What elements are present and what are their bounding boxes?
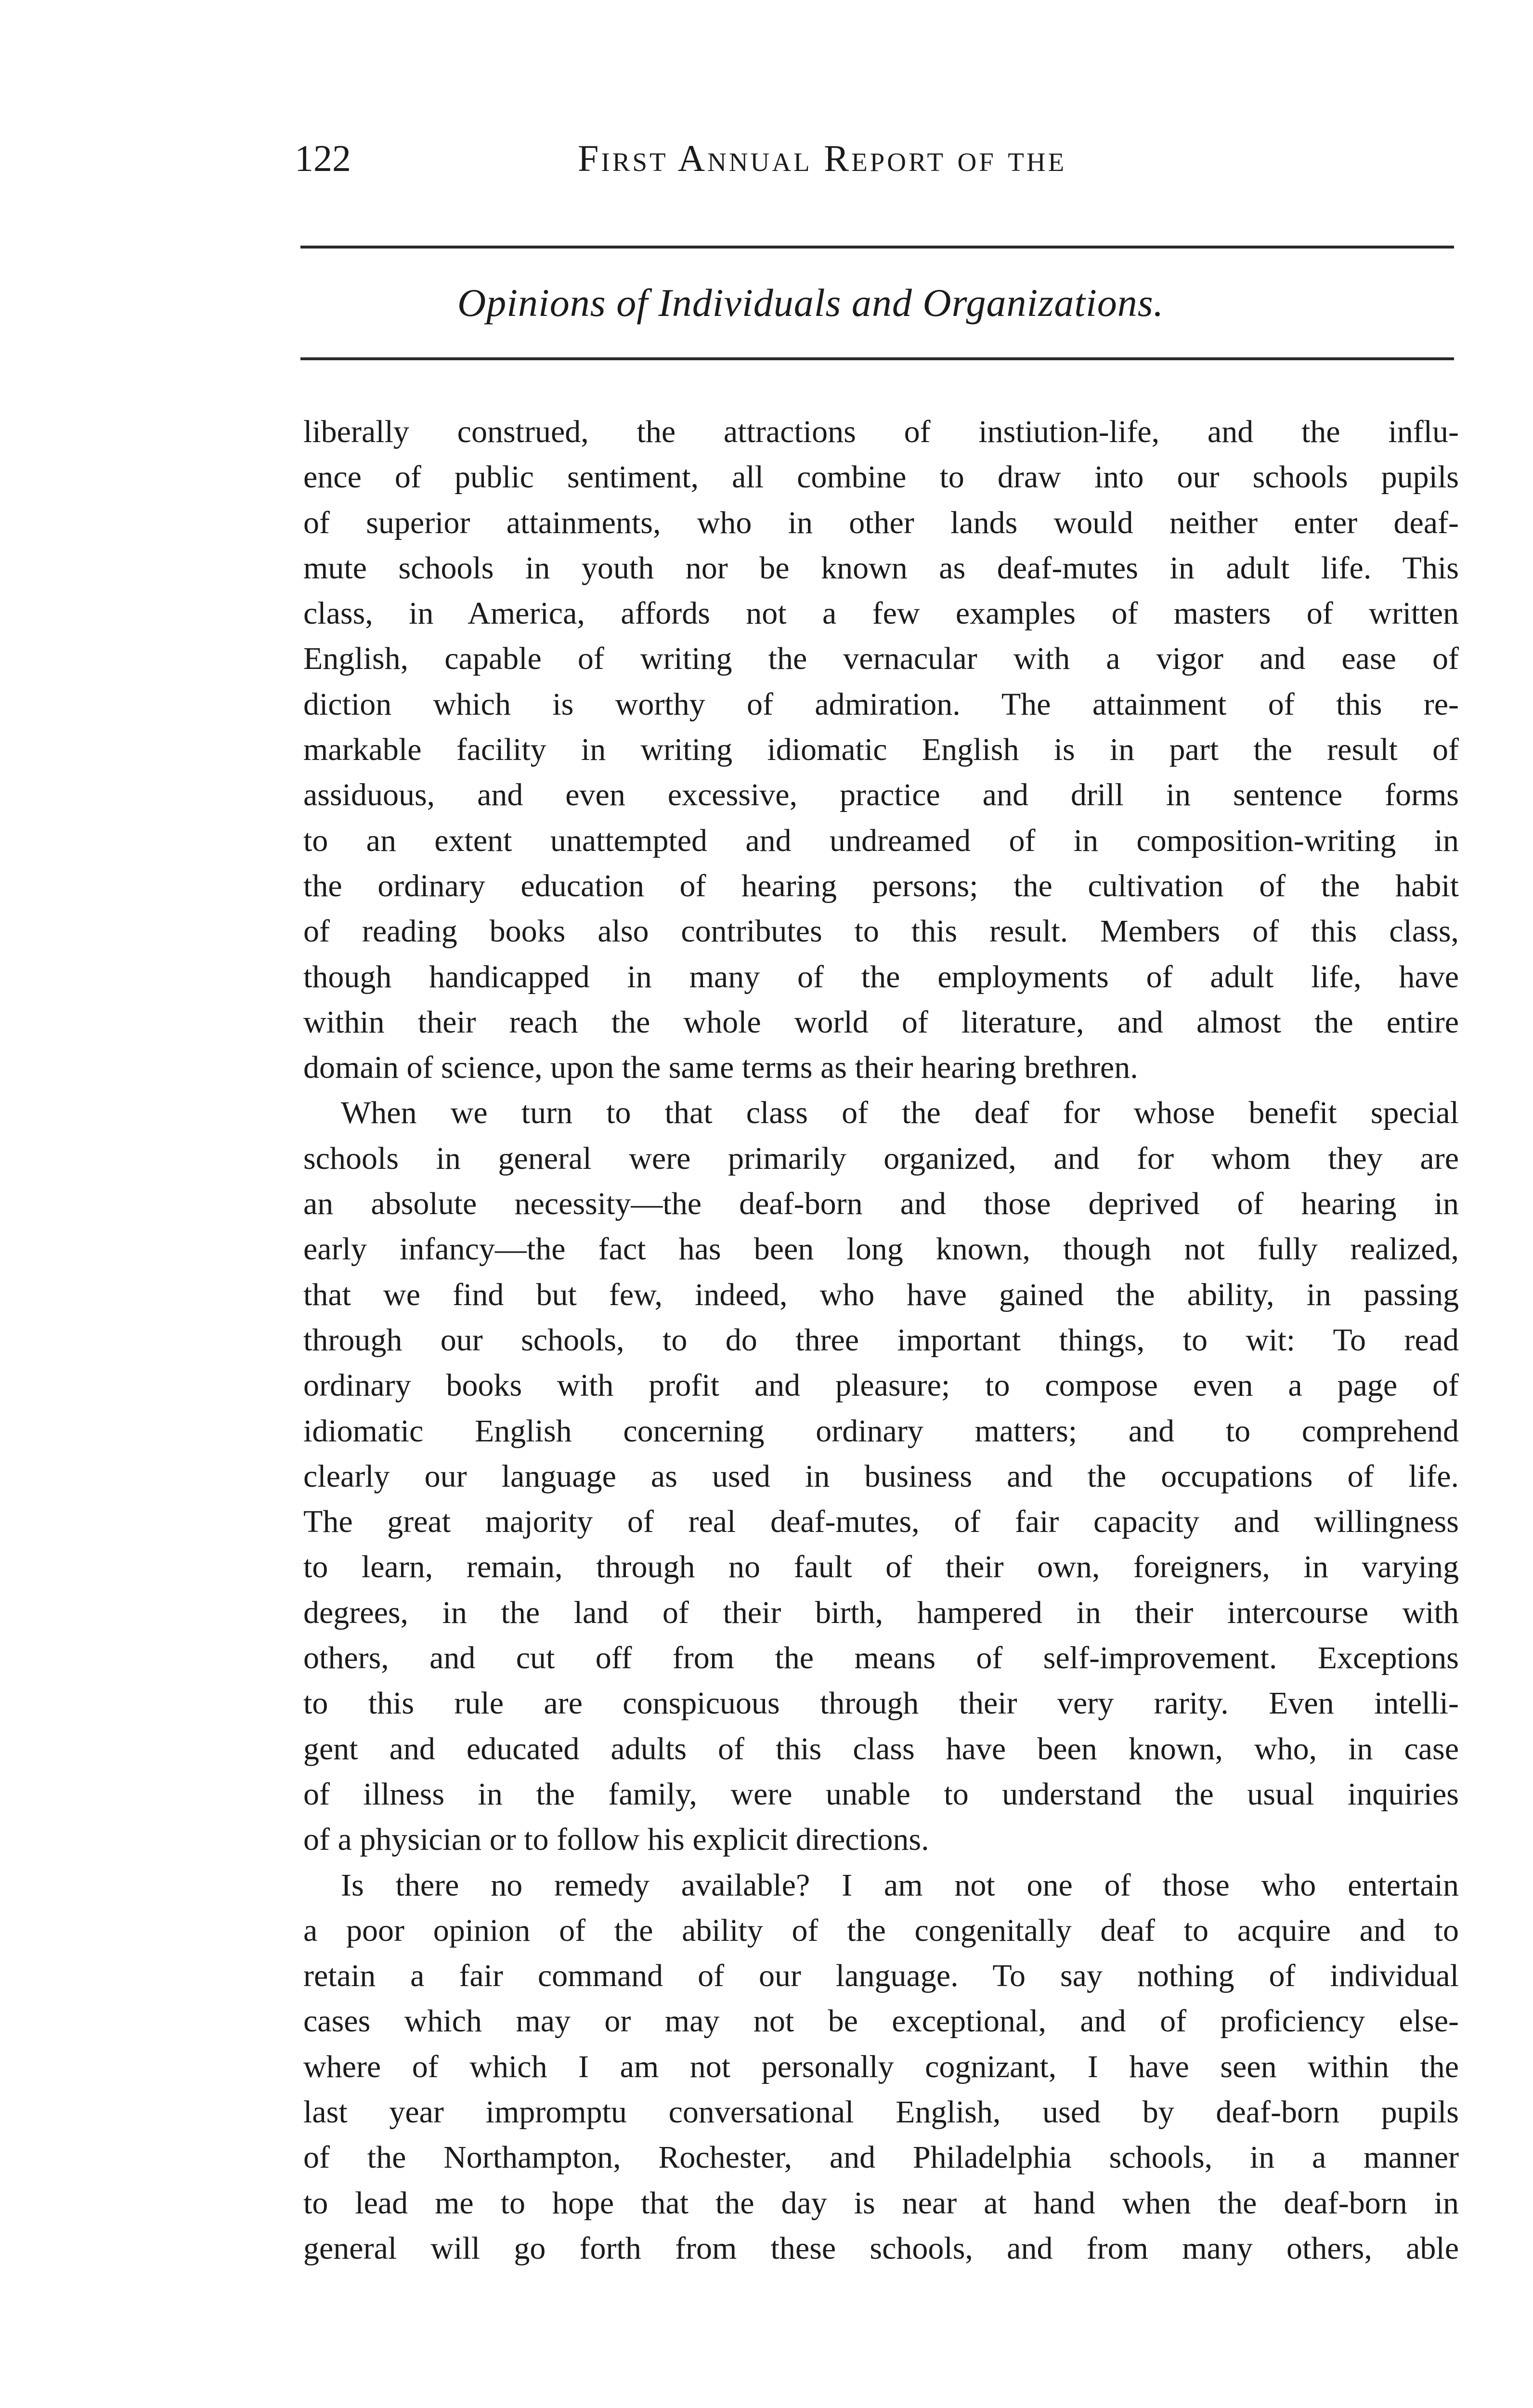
- text-line: Is there no remedy available? I am not one of those who entertain: [341, 1867, 1459, 1903]
- body-text: [303, 409, 1459, 2271]
- text-line: degrees, in the land of their birth, hampered in their intercourse with: [303, 1595, 1459, 1630]
- text-line: that we find but few, indeed, who have gained the ability, in passing: [303, 1277, 1459, 1312]
- text-line: though handicapped in many of the employments of adult life, have: [303, 959, 1459, 995]
- text-line: When we turn to that class of the deaf for whose benefit special: [341, 1095, 1459, 1131]
- text-line: last year impromptu conversational English, used by deaf-born pupils: [303, 2094, 1459, 2130]
- text-line: liberally construed, the attractions of instiution-life, and the influ-: [303, 414, 1459, 449]
- text-line: where of which I am not personally cognizant, I have seen within the: [303, 2049, 1459, 2084]
- text-line: through our schools, to do three important things, to wit: To read: [303, 1322, 1459, 1358]
- text-line: assiduous, and even excessive, practice and drill in sentence forms: [303, 777, 1459, 813]
- text-line: of reading books also contributes to this result. Members of this class,: [303, 914, 1459, 949]
- text-line: within their reach the whole world of literature, and almost the entire: [303, 1004, 1459, 1040]
- text-line: retain a fair command of our language. To say nothing of individual: [303, 1958, 1459, 1994]
- text-line: to learn, remain, through no fault of their own, foreigners, in varying: [303, 1549, 1459, 1585]
- text-line: of superior attainments, who in other lands would neither enter deaf-: [303, 505, 1459, 540]
- text-line: early infancy—the fact has been long known, though not fully realized,: [303, 1231, 1459, 1267]
- text-line: of the Northampton, Rochester, and Philadelphia schools, in a manner: [303, 2140, 1459, 2175]
- text-line: the ordinary education of hearing persons; the cultivation of the habit: [303, 868, 1459, 903]
- text-line: clearly our language as used in business and the occupations of life.: [303, 1458, 1459, 1494]
- text-line: to this rule are conspicuous through their very rarity. Even intelli-: [303, 1686, 1459, 1721]
- header-rule: [300, 246, 1454, 249]
- text-line: others, and cut off from the means of self-improvement. Exceptions: [303, 1640, 1459, 1676]
- section-title: Opinions of Individuals and Organizations.: [457, 281, 1164, 325]
- text-line: schools in general were primarily organized, and for whom they are: [303, 1140, 1459, 1176]
- text-line: mute schools in youth nor be known as deaf-mutes in adult life. This: [303, 550, 1459, 586]
- text-line: ence of public sentiment, all combine to draw into our schools pupils: [303, 459, 1459, 495]
- text-line: ordinary books with profit and pleasure; to compose even a page of: [303, 1368, 1459, 1403]
- section-title-rule: [300, 357, 1454, 360]
- text-line: to an extent unattempted and undreamed of in composition-writing in: [303, 823, 1459, 858]
- page-number: 122: [295, 137, 351, 179]
- text-line: markable facility in writing idiomatic English is in part the result of: [303, 732, 1459, 768]
- text-line: cases which may or may not be exceptional, and of proficiency else-: [303, 2003, 1459, 2039]
- text-line: gent and educated adults of this class have been known, who, in case: [303, 1731, 1459, 1767]
- running-head: First Annual Report of the: [578, 137, 1067, 179]
- text-line: an absolute necessity—the deaf-born and those deprived of hearing in: [303, 1186, 1459, 1222]
- text-line: a poor opinion of the ability of the congenitally deaf to acquire and to: [303, 1912, 1459, 1948]
- text-line: domain of science, upon the same terms as their hearing brethren.: [303, 1050, 1138, 1086]
- text-line: to lead me to hope that the day is near at hand when the deaf-born in: [303, 2185, 1459, 2221]
- text-line: diction which is worthy of admiration. The attainment of this re-: [303, 686, 1459, 722]
- text-line: general will go forth from these schools, and from many others, able: [303, 2230, 1459, 2266]
- text-line: idiomatic English concerning ordinary matters; and to comprehend: [303, 1413, 1459, 1449]
- text-line: class, in America, affords not a few examples of masters of written: [303, 596, 1459, 631]
- text-line: The great majority of real deaf-mutes, of fair capacity and willingness: [303, 1504, 1459, 1540]
- text-line: of a physician or to follow his explicit directions.: [303, 1822, 929, 1858]
- text-line: English, capable of writing the vernacular with a vigor and ease of: [303, 641, 1459, 677]
- text-line: of illness in the family, were unable to understand the usual inquiries: [303, 1776, 1459, 1812]
